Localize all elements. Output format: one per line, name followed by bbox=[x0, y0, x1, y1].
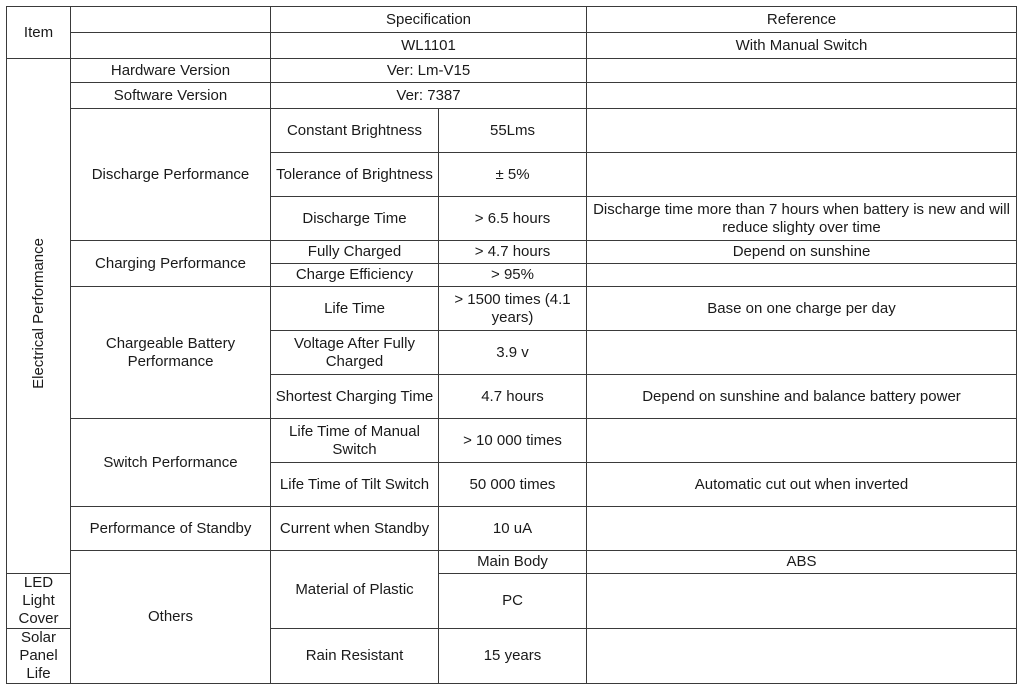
category-label: Discharge Performance bbox=[71, 109, 271, 241]
reference-cell: Discharge time more than 7 hours when battery is new and will reduce slighty over time bbox=[587, 197, 1017, 241]
param-cell: Life Time bbox=[271, 287, 439, 331]
value-cell: PC bbox=[439, 574, 587, 629]
category-label: Chargeable Battery Performance bbox=[71, 287, 271, 419]
reference-cell: Base on one charge per day bbox=[587, 287, 1017, 331]
param-cell: Constant Brightness bbox=[271, 109, 439, 153]
param-cell: Tolerance of Brightness bbox=[271, 153, 439, 197]
reference-cell bbox=[587, 629, 1017, 684]
model-row bbox=[7, 33, 1017, 59]
param-cell: Life Time of Tilt Switch bbox=[271, 463, 439, 507]
reference-cell bbox=[587, 574, 1017, 629]
param-cell: Discharge Time bbox=[271, 197, 439, 241]
value-cell: ABS bbox=[587, 551, 1017, 574]
model-blank-cell bbox=[71, 33, 271, 59]
category-label: Material of Plastic bbox=[271, 551, 439, 629]
reference-cell: Automatic cut out when inverted bbox=[587, 463, 1017, 507]
value-cell: 3.9 v bbox=[439, 331, 587, 375]
param-cell: Main Body bbox=[439, 551, 587, 574]
value-cell: > 95% bbox=[439, 264, 587, 287]
param-cell: Voltage After Fully Charged bbox=[271, 331, 439, 375]
specification-table bbox=[6, 6, 1017, 684]
row-label: Hardware Version bbox=[71, 59, 271, 83]
param-cell: Charge Efficiency bbox=[271, 264, 439, 287]
reference-cell: Depend on sunshine and balance battery power bbox=[587, 375, 1017, 419]
category-label: Performance of Standby bbox=[71, 507, 271, 551]
param-cell: Current when Standby bbox=[271, 507, 439, 551]
model-number: WL1101 bbox=[271, 33, 587, 59]
value-cell: 55Lms bbox=[439, 109, 587, 153]
table-row bbox=[7, 83, 1017, 109]
table-row bbox=[7, 551, 1017, 574]
param-cell: Shortest Charging Time bbox=[271, 375, 439, 419]
row-value: Ver: 7387 bbox=[271, 83, 587, 109]
model-reference: With Manual Switch bbox=[587, 33, 1017, 59]
param-cell: Fully Charged bbox=[271, 241, 439, 264]
reference-cell bbox=[587, 109, 1017, 153]
header-blank-cell bbox=[71, 7, 271, 33]
electrical-performance-label: Electrical Performance bbox=[29, 238, 47, 389]
table-row bbox=[7, 287, 1017, 331]
reference-header: Reference bbox=[587, 7, 1017, 33]
value-cell: > 4.7 hours bbox=[439, 241, 587, 264]
param-cell: Rain Resistant bbox=[271, 629, 439, 684]
table-row bbox=[7, 109, 1017, 153]
category-label: Charging Performance bbox=[71, 241, 271, 287]
category-label: Solar Panel Life bbox=[7, 629, 71, 684]
category-label: Switch Performance bbox=[71, 419, 271, 507]
header-row bbox=[7, 7, 1017, 33]
value-cell: > 1500 times (4.1 years) bbox=[439, 287, 587, 331]
item-header: Item bbox=[7, 7, 71, 59]
param-cell: LED Light Cover bbox=[7, 574, 71, 629]
value-cell: 4.7 hours bbox=[439, 375, 587, 419]
value-cell: ± 5% bbox=[439, 153, 587, 197]
reference-cell bbox=[587, 331, 1017, 375]
table-row bbox=[7, 419, 1017, 463]
reference-cell bbox=[587, 419, 1017, 463]
reference-cell bbox=[587, 153, 1017, 197]
reference-cell bbox=[587, 507, 1017, 551]
value-cell: 10 uA bbox=[439, 507, 587, 551]
row-label: Software Version bbox=[71, 83, 271, 109]
reference-cell: Depend on sunshine bbox=[587, 241, 1017, 264]
table-row bbox=[7, 241, 1017, 264]
electrical-performance-group bbox=[7, 59, 71, 574]
specification-header: Specification bbox=[271, 7, 587, 33]
table-row bbox=[7, 59, 1017, 83]
reference-cell bbox=[587, 264, 1017, 287]
others-group-label: Others bbox=[71, 551, 271, 684]
row-reference bbox=[587, 83, 1017, 109]
row-reference bbox=[587, 59, 1017, 83]
value-cell: 50 000 times bbox=[439, 463, 587, 507]
value-cell: > 6.5 hours bbox=[439, 197, 587, 241]
value-cell: 15 years bbox=[439, 629, 587, 684]
table-row bbox=[7, 507, 1017, 551]
param-cell: Life Time of Manual Switch bbox=[271, 419, 439, 463]
row-value: Ver: Lm-V15 bbox=[271, 59, 587, 83]
value-cell: > 10 000 times bbox=[439, 419, 587, 463]
